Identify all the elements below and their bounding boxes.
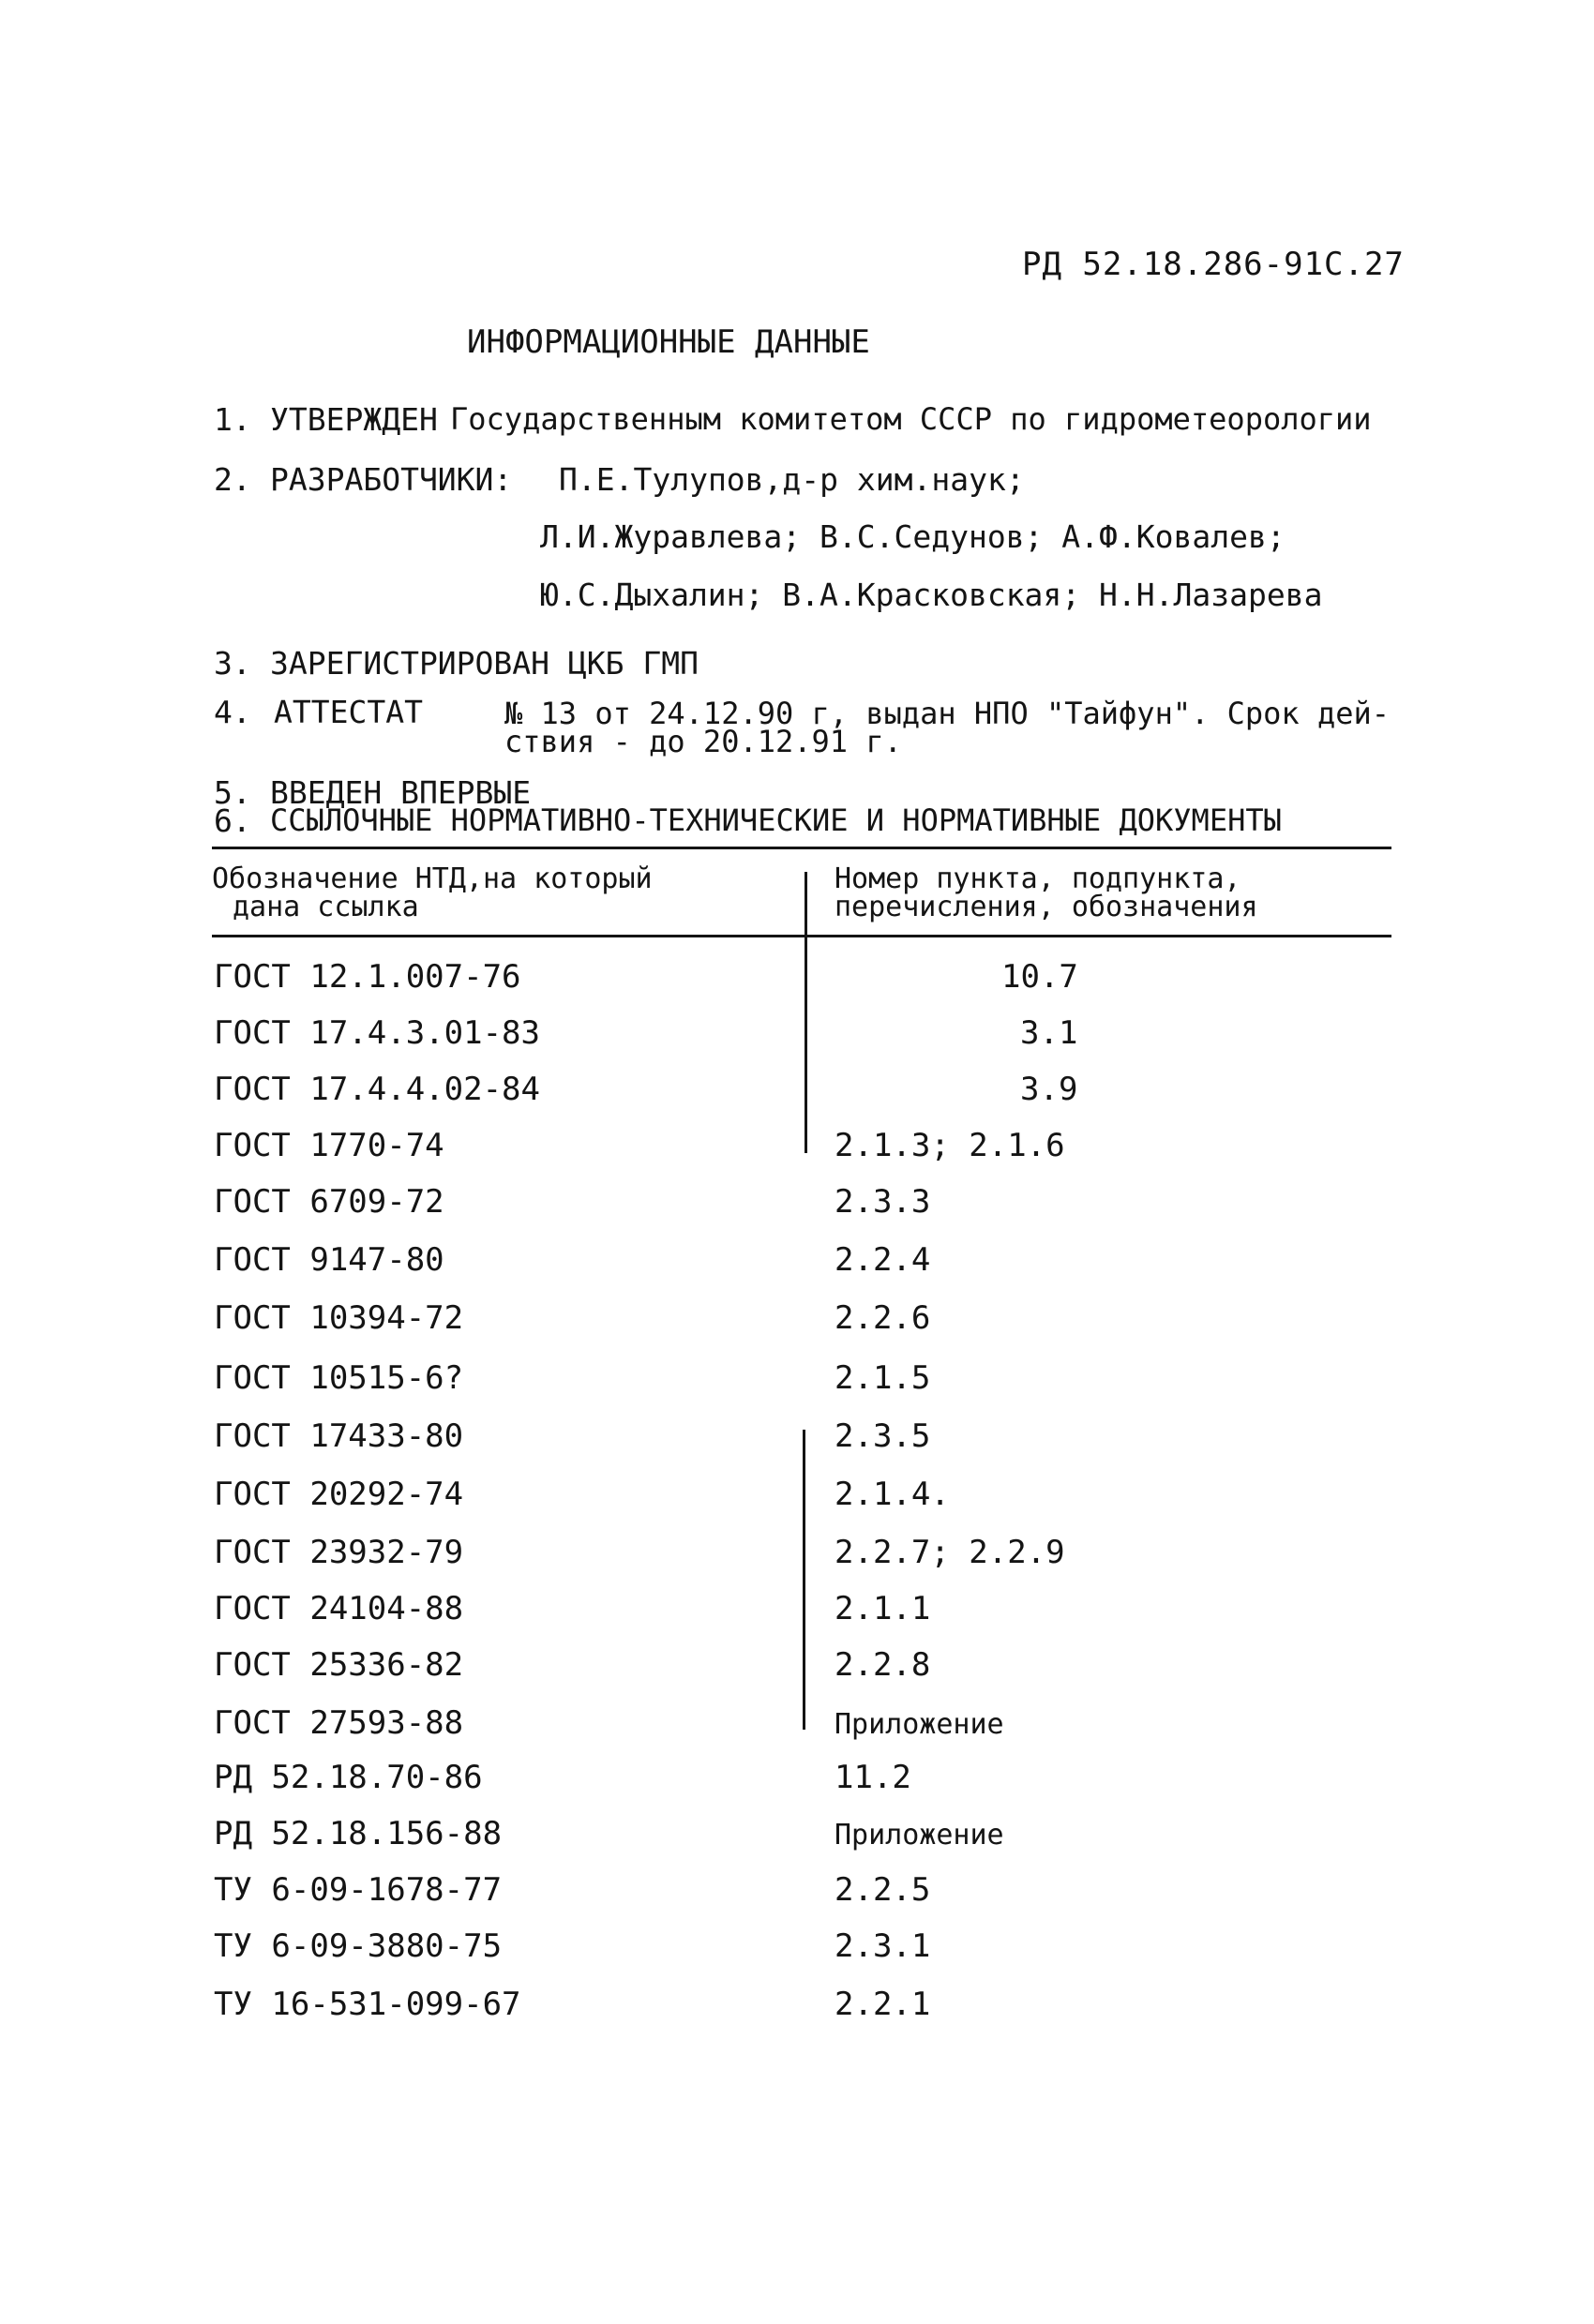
table-row-doc: ГОСТ 20292-74 — [214, 1476, 464, 1513]
table-row-doc: ГОСТ 10394-72 — [214, 1299, 464, 1337]
table-row-ref: 2.1.4. — [835, 1476, 950, 1513]
table-row-ref: 2.1.1 — [835, 1590, 931, 1627]
document-reference: РД 52.18.286-91 — [1022, 246, 1325, 283]
item-number-4: 4. — [214, 694, 251, 730]
approved-label: УТВЕРЖДЕН — [270, 401, 438, 438]
table-row-doc: ГОСТ 6709-72 — [214, 1183, 444, 1221]
table-row-ref: 2.3.3 — [835, 1183, 931, 1221]
table-row-ref: 2.2.7; 2.2.9 — [835, 1534, 1065, 1571]
item-number-5: 5. — [214, 774, 251, 811]
table-row-doc: РД 52.18.156-88 — [214, 1815, 503, 1852]
table-row-ref: 2.2.4 — [835, 1241, 931, 1279]
item-number-1: 1. — [214, 401, 251, 438]
developers-line: Л.И.Журавлева; В.С.Седунов; А.Ф.Ковалев; — [540, 518, 1286, 555]
table-row-doc: РД 52.18.70-86 — [214, 1759, 483, 1796]
table-row-ref: 3.9 — [1020, 1071, 1078, 1108]
certificate-label: АТТЕСТАТ — [274, 694, 423, 730]
table-row-ref: Приложение — [835, 1708, 1004, 1741]
table-row-doc: ГОСТ 25336-82 — [214, 1646, 464, 1684]
table-row-ref: 10.7 — [1001, 958, 1078, 996]
approved-text: Государственным комитетом СССР по гидрометеорологии — [450, 401, 1372, 437]
certificate-text-line1: № 13 от 24.12.90 г, выдан НПО "Тайфун". Срок дей- — [504, 696, 1391, 731]
table-row-doc: ГОСТ 27593-88 — [214, 1704, 464, 1742]
table-top-rule — [212, 847, 1391, 849]
col1-header: дана ссылка — [233, 891, 419, 923]
table-column-divider — [803, 1430, 805, 1730]
table-row-ref: 2.3.1 — [835, 1927, 931, 1965]
item-number-6: 6. — [214, 802, 251, 839]
table-header-rule — [212, 935, 1391, 937]
developers-label: РАЗРАБОТЧИКИ: — [270, 461, 513, 498]
table-row-doc: ТУ 16-531-099-67 — [214, 1986, 521, 2023]
col2-header: Номер пункта, подпункта, — [835, 862, 1241, 895]
item-number-3: 3. — [214, 645, 251, 682]
table-row-doc: ГОСТ 12.1.007-76 — [214, 958, 521, 996]
table-row-ref: 2.1.5 — [835, 1359, 931, 1397]
table-row-doc: ГОСТ 17.4.4.02-84 — [214, 1071, 540, 1108]
page-number: С.27 — [1324, 246, 1405, 283]
references-label: ССЫЛОЧНЫЕ НОРМАТИВНО-ТЕХНИЧЕСКИЕ И НОРМАТИВНЫЕ ДОКУМЕНТЫ — [270, 802, 1282, 838]
certificate-text-line2: ствия - до 20.12.91 г. — [504, 724, 902, 759]
table-row-ref: 11.2 — [835, 1759, 911, 1796]
table-row-doc: ГОСТ 24104-88 — [214, 1590, 464, 1627]
table-row-doc: ГОСТ 9147-80 — [214, 1241, 444, 1279]
col1-header: Обозначение НТД,на который — [212, 862, 653, 895]
page-title: ИНФОРМАЦИОННЫЕ ДАННЫЕ — [467, 323, 870, 361]
item-number-2: 2. — [214, 461, 251, 498]
table-row-doc: ГОСТ 10515-6? — [214, 1359, 464, 1397]
table-row-ref: 2.2.5 — [835, 1871, 931, 1909]
introduced-label: ВВЕДЕН ВПЕРВЫЕ — [270, 774, 532, 811]
table-row-ref: 2.2.6 — [835, 1299, 931, 1337]
table-row-doc: ТУ 6-09-1678-77 — [214, 1871, 503, 1909]
table-row-doc: ГОСТ 17.4.3.01-83 — [214, 1014, 540, 1052]
table-row-ref: 2.2.1 — [835, 1986, 931, 2023]
table-row-ref: 2.1.3; 2.1.6 — [835, 1127, 1065, 1164]
table-row-doc: ГОСТ 1770-74 — [214, 1127, 444, 1164]
table-column-divider — [805, 872, 807, 1153]
registered-label: ЗАРЕГИСТРИРОВАН ЦКБ ГМП — [270, 645, 699, 682]
developers-line: Ю.С.Дыхалин; В.А.Красковская; Н.Н.Лазарева — [540, 577, 1323, 613]
table-row-doc: ТУ 6-09-3880-75 — [214, 1927, 503, 1965]
developers-line: П.Е.Тулупов,д-р хим.наук; — [559, 461, 1025, 498]
table-row-doc: ГОСТ 23932-79 — [214, 1534, 464, 1571]
table-row-doc: ГОСТ 17433-80 — [214, 1417, 464, 1455]
table-row-ref: 2.3.5 — [835, 1417, 931, 1455]
col2-header: перечисления, обозначения — [835, 891, 1258, 923]
table-row-ref: 3.1 — [1020, 1014, 1078, 1052]
table-row-ref: 2.2.8 — [835, 1646, 931, 1684]
table-row-ref: Приложение — [835, 1819, 1004, 1852]
